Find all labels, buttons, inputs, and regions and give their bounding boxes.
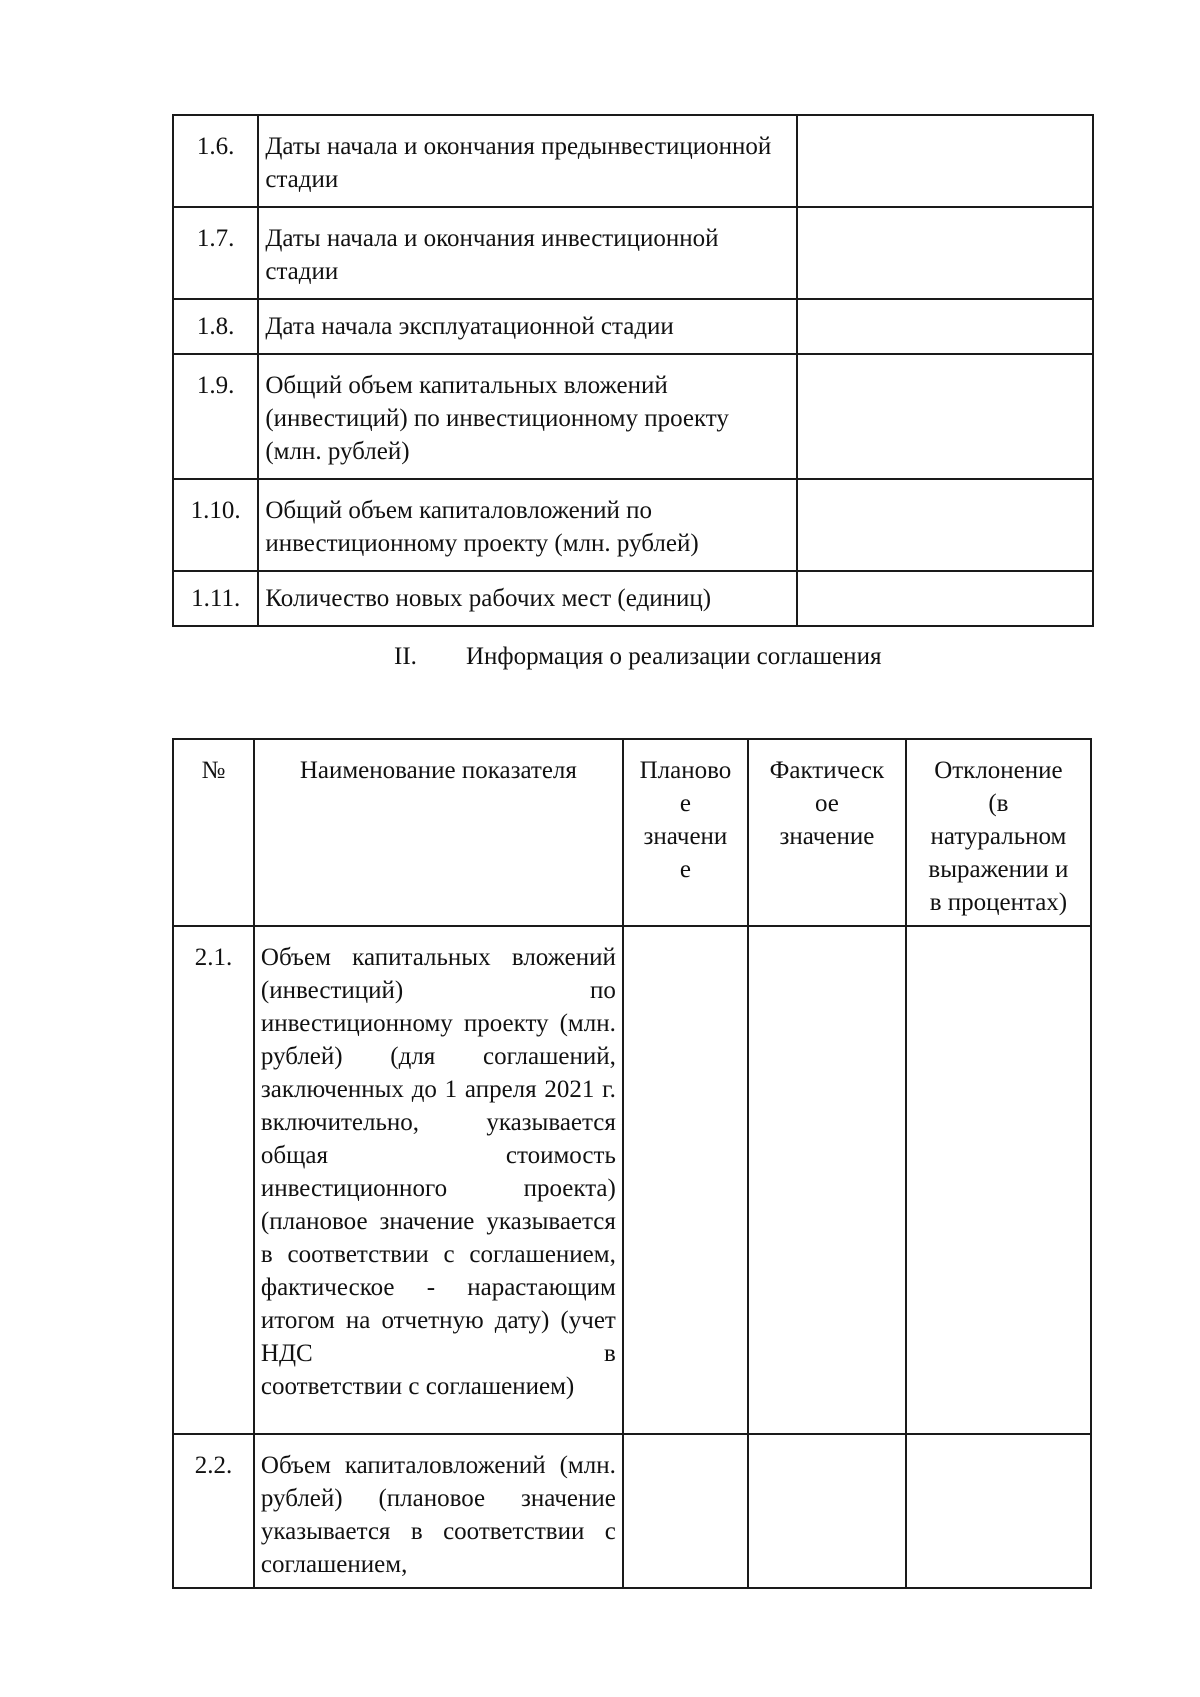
- row-label: Общий объем капиталовложений по инвестиционному проекту (млн. рублей): [258, 479, 796, 571]
- header-indicator-name: Наименование показателя: [254, 739, 623, 926]
- row-value: [797, 354, 1093, 479]
- table-row: [173, 207, 1093, 299]
- planned-value-cell: [623, 1434, 748, 1588]
- row-number: 1.10.: [173, 479, 258, 571]
- row-label: Дата начала эксплуатационной стадии: [258, 299, 796, 354]
- header-deviation: Отклонение (в натуральном выражении и в процентах): [906, 739, 1091, 926]
- table-row: [173, 115, 1093, 207]
- table-row: [173, 1434, 1091, 1588]
- table-row: [173, 354, 1093, 479]
- section-number: II.: [394, 643, 417, 670]
- project-info-table: [172, 114, 1094, 627]
- row-label: Количество новых рабочих мест (единиц): [258, 571, 796, 626]
- row-value: [797, 207, 1093, 299]
- section-title: Информация о реализации соглашения: [466, 643, 882, 670]
- planned-value-cell: [623, 926, 748, 1434]
- row-value: [797, 299, 1093, 354]
- row-value: [797, 571, 1093, 626]
- row-label: Общий объем капитальных вложений (инвестиций) по инвестиционному проекту (млн. рублей): [258, 354, 796, 479]
- row-number: 1.8.: [173, 299, 258, 354]
- header-number: №: [173, 739, 254, 926]
- table-row: [173, 299, 1093, 354]
- row-number: 1.11.: [173, 571, 258, 626]
- row-label: Даты начала и окончания инвестиционной стадии: [258, 207, 796, 299]
- row-label: Даты начала и окончания предынвестиционной стадии: [258, 115, 796, 207]
- row-number: 1.6.: [173, 115, 258, 207]
- table-header-row: [173, 739, 1091, 926]
- row-indicator-body: Объем капиталовложений (млн. рублей) (плановое значение указывается в соответствии с соглашением,: [260, 1452, 616, 1578]
- header-planned-value: Планово е значени е: [623, 739, 748, 926]
- row-number: 1.7.: [173, 207, 258, 299]
- row-indicator-text: [254, 1434, 623, 1588]
- table-row: [173, 926, 1091, 1434]
- row-indicator-last-line: соответствии с соглашением): [260, 1373, 575, 1400]
- table-row: [173, 571, 1093, 626]
- row-indicator-text: [254, 926, 623, 1434]
- table-row: [173, 479, 1093, 571]
- row-number: 2.2.: [173, 1434, 254, 1588]
- row-number: 1.9.: [173, 354, 258, 479]
- row-value: [797, 479, 1093, 571]
- actual-value-cell: [748, 926, 906, 1434]
- agreement-implementation-table: [172, 738, 1092, 1589]
- row-number: 2.1.: [173, 926, 254, 1434]
- header-actual-value: Фактическ ое значение: [748, 739, 906, 926]
- deviation-cell: [906, 926, 1091, 1434]
- deviation-cell: [906, 1434, 1091, 1588]
- actual-value-cell: [748, 1434, 906, 1588]
- row-indicator-body: Объем капитальных вложений (инвестиций) по инвестиционному проекту (млн. рублей) (для соглашений, заключенных до 1 апреля 2021 г. включительно, указывается общая стоимость инвестиционного проекта) (плановое значение указывается в соответствии с соглашением, фактическое - нарастающим итогом на отчетную дату) (учет НДС в: [260, 944, 616, 1367]
- row-value: [797, 115, 1093, 207]
